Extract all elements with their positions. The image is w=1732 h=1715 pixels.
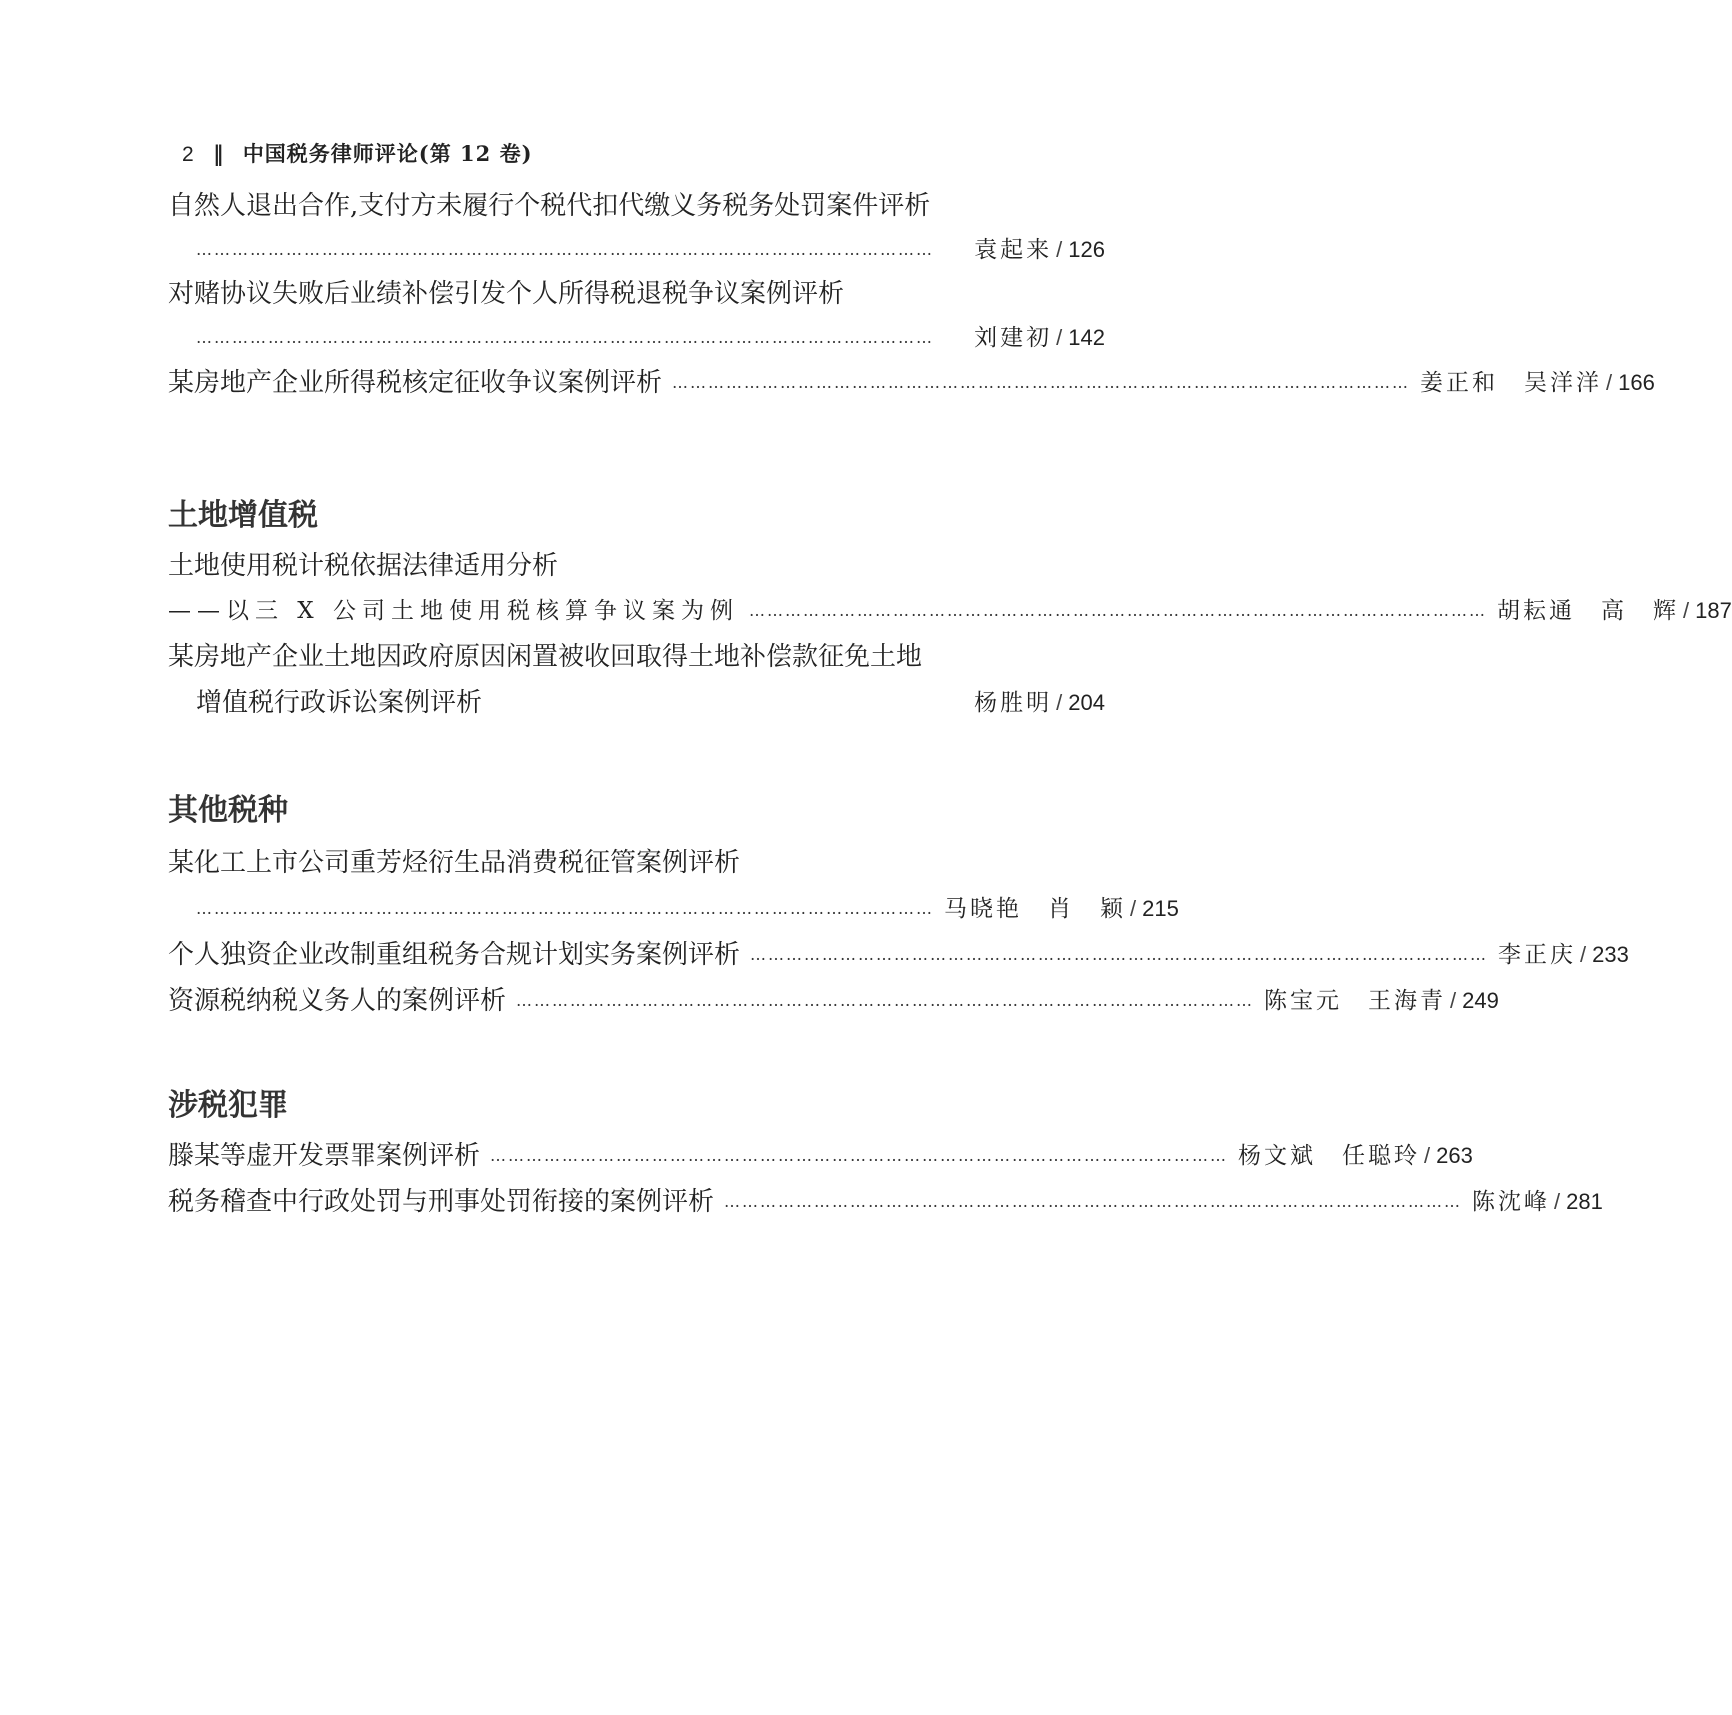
- page-ref: 263: [1436, 1143, 1473, 1168]
- dot-leader: ……………………………………………………………………………………………………………: [749, 601, 1487, 620]
- toc-entry-leader[interactable]: …………………………………………………………………………………………………………… 刘建初 / 142: [196, 320, 1105, 356]
- author: 陈沈峰: [1472, 1189, 1551, 1215]
- author: 袁起来: [974, 237, 1053, 263]
- section-heading-other-taxes: 其他税种: [168, 793, 288, 828]
- page-ref: 281: [1566, 1189, 1603, 1214]
- page-ref: 215: [1142, 896, 1179, 921]
- toc-entry-leader[interactable]: …………………………………………………………………………………………………………… 马晓艳 肖 颖 / 215: [196, 891, 1105, 927]
- toc-entry-title[interactable]: 自然人退出合作,支付方未履行个税代扣代缴义务税务处罚案件评析: [168, 191, 931, 221]
- author: 刘建初: [974, 325, 1053, 351]
- dot-leader: ……………………………………………………………………………………………………………: [724, 1192, 1463, 1211]
- dot-leader: ……………………………………………………………………………………………………………: [490, 1146, 1229, 1165]
- header-separator: ‖: [213, 141, 225, 166]
- dot-leader: ……………………………………………………………………………………………………………: [196, 328, 934, 347]
- dot-leader: ……………………………………………………………………………………………………………: [516, 991, 1255, 1010]
- page-ref: 126: [1068, 237, 1105, 262]
- toc-entry[interactable]: 个人独资企业改制重组税务合规计划实务案例评析 …………………………………………………………………………………………………………… 李正庆 / 233: [168, 937, 1105, 973]
- author: 胡耘通 高 辉: [1497, 598, 1679, 624]
- author: 姜正和 吴洋洋: [1420, 370, 1603, 396]
- page-number: 2: [182, 143, 195, 166]
- section-heading-land-vat: 土地增值税: [168, 498, 318, 533]
- toc-entry-title[interactable]: 某房地产企业土地因政府原因闲置被收回取得土地补偿款征免土地: [168, 642, 923, 672]
- book-title: 中国税务律师评论(第 12 卷): [242, 141, 533, 166]
- page-ref: 233: [1592, 942, 1629, 967]
- toc-entry[interactable]: 税务稽查中行政处罚与刑事处罚衔接的案例评析 …………………………………………………………………………………………………………… 陈沈峰 / 281: [168, 1184, 1105, 1220]
- toc-entry-leader[interactable]: …………………………………………………………………………………………………………… 袁起来 / 126: [196, 232, 1105, 268]
- author: 李正庆: [1498, 942, 1577, 968]
- toc-entry-title[interactable]: 对赌协议失败后业绩补偿引发个人所得税退税争议案例评析: [168, 279, 845, 309]
- section-heading-tax-crimes: 涉税犯罪: [168, 1088, 288, 1123]
- author: 杨胜明: [974, 690, 1053, 716]
- toc-entry-subtitle[interactable]: ——以三 X 公司土地使用税核算争议案为例 …………………………………………………………………………………………………………… 胡耘通 高 辉 / 187: [168, 593, 1105, 629]
- dot-leader: ……………………………………………………………………………………………………………: [196, 899, 934, 918]
- dot-leader: ……………………………………………………………………………………………………………: [750, 945, 1489, 964]
- toc-entry-title[interactable]: 某化工上市公司重芳烃衍生品消费税征管案例评析: [168, 848, 741, 878]
- running-header: [182, 138, 533, 168]
- toc-entry-title-cont[interactable]: 增值税行政诉讼案例评析 杨胜明 / 204: [196, 685, 1105, 721]
- author: 马晓艳 肖 颖: [944, 896, 1126, 922]
- page-ref: 187: [1695, 598, 1732, 623]
- toc-entry[interactable]: 滕某等虚开发票罪案例评析 …………………………………………………………………………………………………………… 杨文斌 任聪玲 / 263: [168, 1138, 1105, 1174]
- author: 陈宝元 王海青: [1264, 988, 1447, 1014]
- page-ref: 204: [1068, 690, 1105, 715]
- page-ref: 166: [1618, 370, 1655, 395]
- dot-leader: ……………………………………………………………………………………………………………: [672, 373, 1411, 392]
- toc-entry-title[interactable]: 土地使用税计税依据法律适用分析: [168, 551, 559, 581]
- dot-leader: ……………………………………………………………………………………………………………: [196, 240, 934, 259]
- page-ref: 249: [1462, 988, 1499, 1013]
- page-ref: 142: [1068, 325, 1105, 350]
- toc-entry[interactable]: 某房地产企业所得税核定征收争议案例评析 …………………………………………………………………………………………………………… 姜正和 吴洋洋 / 166: [168, 365, 1105, 401]
- toc-entry[interactable]: 资源税纳税义务人的案例评析 …………………………………………………………………………………………………………… 陈宝元 王海青 / 249: [168, 983, 1105, 1019]
- author: 杨文斌 任聪玲: [1238, 1143, 1421, 1169]
- subtitle: ——以三 X 公司土地使用税核算争议案为例: [168, 598, 739, 624]
